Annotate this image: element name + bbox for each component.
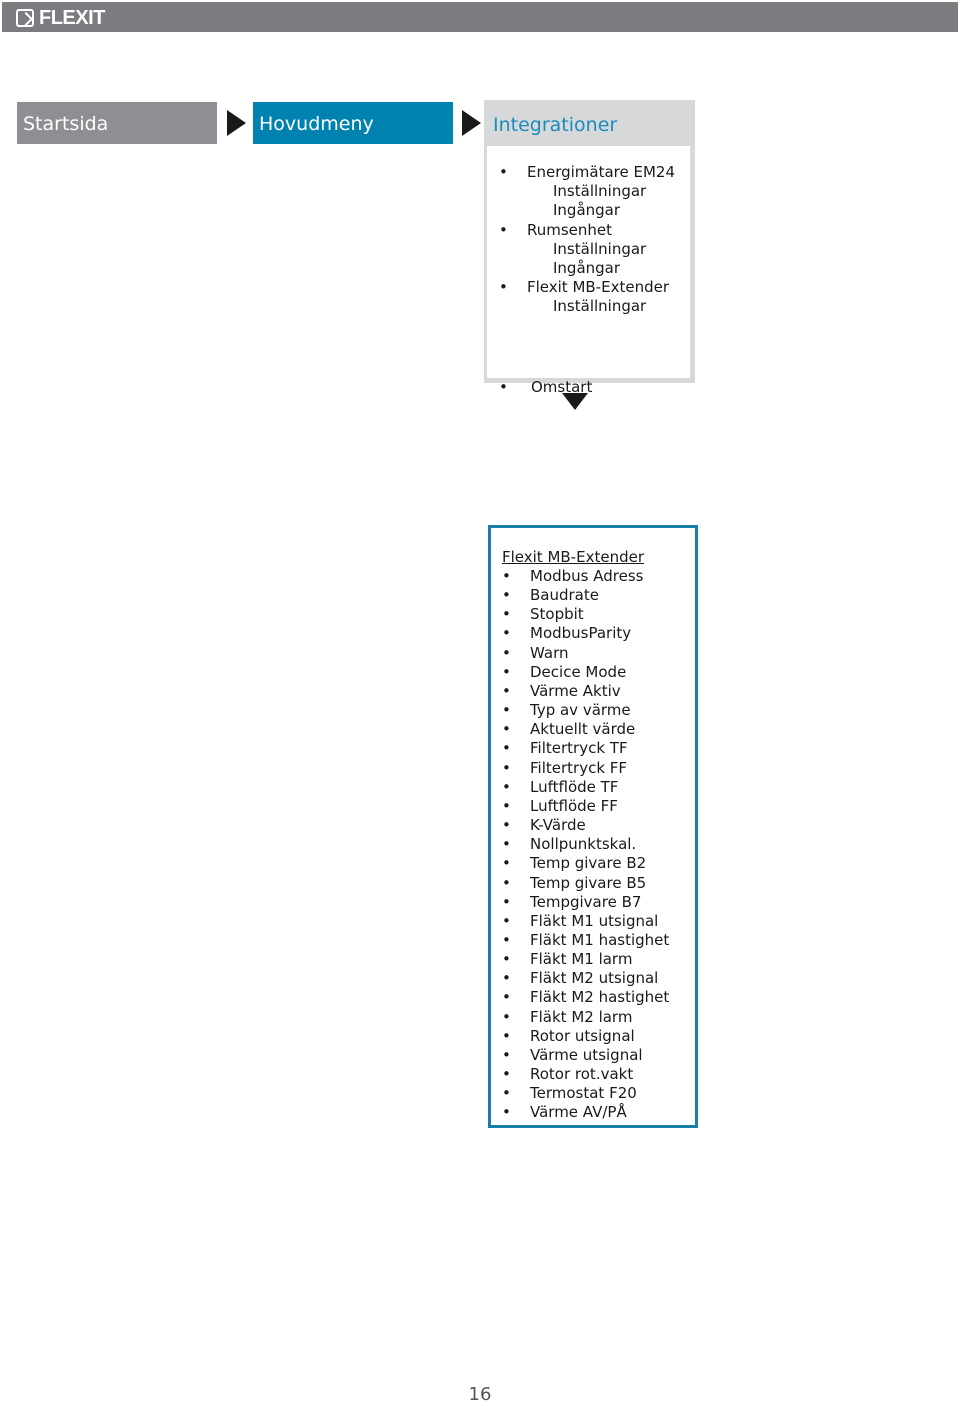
arrow-right-icon [227, 110, 246, 136]
list-item[interactable]: • Modbus Adress [502, 567, 669, 586]
list-item[interactable]: • Decice Mode [502, 663, 669, 682]
omstart-label: • Omstart [499, 378, 592, 396]
integrationer-list [499, 163, 675, 317]
list-item[interactable]: • K-Värde [502, 816, 669, 835]
menu-item-label: Ingångar [553, 201, 621, 220]
menu-item-label: Inställningar [553, 182, 647, 201]
list-item[interactable]: • Typ av värme [502, 701, 669, 720]
menu-item[interactable] [499, 163, 675, 182]
arrow-down-icon [562, 393, 588, 410]
list-item[interactable]: • Luftflöde FF [502, 797, 669, 816]
breadcrumb-startsida[interactable]: Startsida [17, 102, 217, 144]
list-item[interactable]: • Fläkt M2 larm [502, 1008, 669, 1027]
flexit-logo [16, 6, 105, 30]
submenu-item[interactable] [499, 240, 675, 259]
breadcrumb-hovudmeny[interactable]: Hovudmeny [253, 102, 453, 144]
mb-extender-panel [488, 525, 698, 1128]
list-item[interactable]: • Nollpunktskal. [502, 835, 669, 854]
menu-item-label: • Flexit MB-Extender [499, 278, 669, 296]
list-item[interactable]: • Fläkt M1 larm [502, 950, 669, 969]
menu-item-label: • Energimätare EM24 [499, 163, 675, 181]
list-item[interactable]: • Fläkt M1 hastighet [502, 931, 669, 950]
submenu-item[interactable] [499, 201, 675, 220]
list-item[interactable]: • ModbusParity [502, 624, 669, 643]
list-item[interactable]: • Temp givare B2 [502, 854, 669, 873]
list-item[interactable]: • Rotor rot.vakt [502, 1065, 669, 1084]
submenu-item[interactable] [499, 259, 675, 278]
integrationer-panel [484, 100, 695, 396]
menu-item-label: Inställningar [553, 297, 647, 316]
list-item[interactable]: • Rotor utsignal [502, 1027, 669, 1046]
integrationer-menu [487, 146, 690, 396]
menu-item[interactable] [499, 278, 675, 297]
list-item[interactable]: • Värme utsignal [502, 1046, 669, 1065]
list-item[interactable]: • Warn [502, 644, 669, 663]
list-item[interactable]: • Fläkt M1 utsignal [502, 912, 669, 931]
menu-item[interactable] [499, 221, 675, 240]
list-item[interactable]: • Värme AV/PÅ [502, 1103, 669, 1122]
list-item[interactable]: • Temp givare B5 [502, 874, 669, 893]
list-item[interactable]: • Aktuellt värde [502, 720, 669, 739]
mb-extender-list [502, 567, 669, 1123]
menu-item-label: • Rumsenhet [499, 221, 612, 239]
list-item[interactable]: • Stopbit [502, 605, 669, 624]
list-item[interactable]: • Termostat F20 [502, 1084, 669, 1103]
list-item[interactable]: • Fläkt M2 utsignal [502, 969, 669, 988]
list-item[interactable]: • Luftflöde TF [502, 778, 669, 797]
submenu-item[interactable] [499, 182, 675, 201]
list-item[interactable]: • Baudrate [502, 586, 669, 605]
list-item[interactable]: • Värme Aktiv [502, 682, 669, 701]
integrationer-title: Integrationer [493, 114, 618, 136]
list-item[interactable]: • Tempgivare B7 [502, 893, 669, 912]
flexit-logo-icon [16, 9, 34, 27]
submenu-item[interactable] [499, 297, 675, 316]
header-bar [2, 2, 958, 32]
list-item[interactable]: • Fläkt M2 hastighet [502, 988, 669, 1007]
logo-text: FLEXIT [39, 7, 105, 29]
mb-extender-title: Flexit MB-Extender [502, 548, 644, 566]
list-item[interactable]: • Filtertryck TF [502, 739, 669, 758]
menu-item-label: Inställningar [553, 239, 647, 258]
page-number: 16 [468, 1384, 492, 1405]
menu-item-label: Ingångar [553, 259, 621, 278]
arrow-right-icon [462, 110, 481, 136]
list-item[interactable]: • Filtertryck FF [502, 759, 669, 778]
